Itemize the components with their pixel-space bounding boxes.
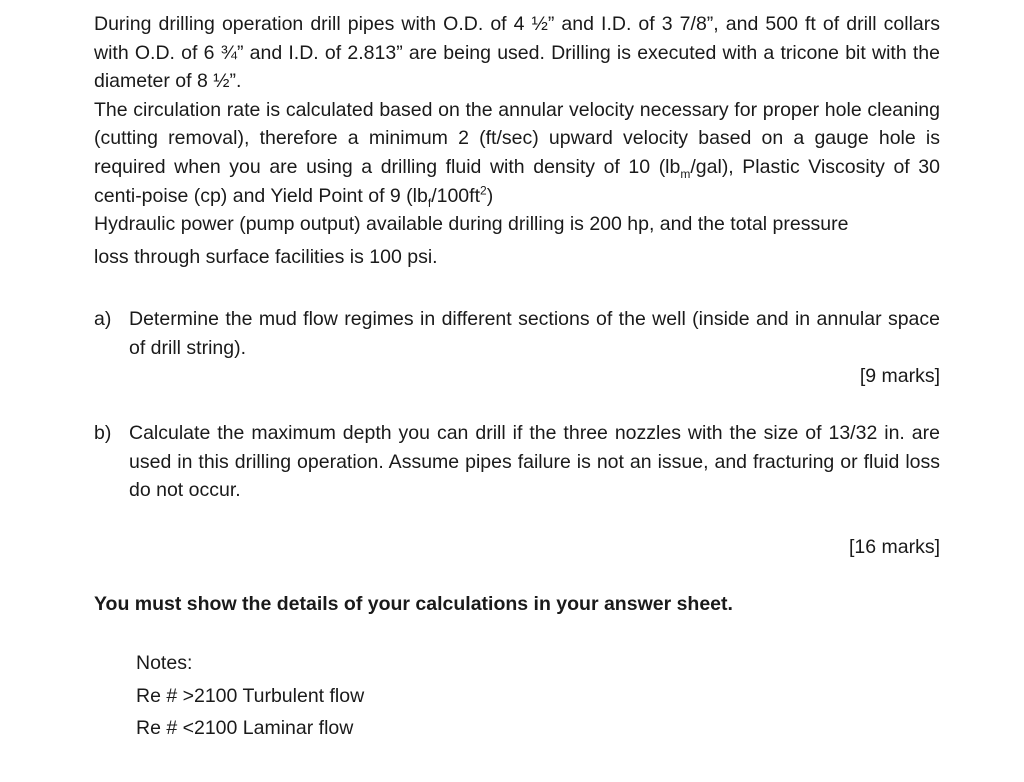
question-a: [94, 305, 940, 362]
p2-subscript-f: f: [427, 195, 432, 210]
problem-statement: [94, 10, 940, 271]
intro-paragraph-1: During drilling operation drill pipes with O.D. of 4 ½” and I.D. of 3 7/8”, and 500 ft of drill collars with O.D. of 6 ¾” and I.D. of 2.813” are being used. Drilling is executed with a tricone bit with the diameter of 8 ½”.: [94, 13, 940, 93]
question-b-text: Calculate the maximum depth you can drill if the three nozzles with the size of 13/32 in. are used in this drilling operation. Assume pipes failure is not an issue, and fracturing or fluid loss do not occur.: [129, 422, 940, 502]
notes-block: [136, 647, 364, 745]
question-b: [94, 419, 940, 505]
question-a-text: Determine the mud flow regimes in different sections of the well (inside and in annular space of drill string).: [129, 308, 940, 359]
p2-text-b: /gal), Plastic Viscosity of 30 centi-poise (cp) and Yield Point of 9 (lb: [94, 155, 940, 207]
p2-superscript-2: 2: [480, 183, 487, 198]
question-a-label: a): [94, 308, 112, 330]
notes-laminar: Re # <2100 Laminar flow: [136, 717, 354, 739]
notes-turbulent: Re # >2100 Turbulent flow: [136, 684, 365, 707]
p2-text-a: The circulation rate is calculated based on the annular velocity necessary for proper hole cleaning (cutting removal), therefore a minimum 2 (ft/sec) upward velocity based on a gauge hole is required when you are using a drilling fluid with density of 10 (lb: [94, 98, 940, 178]
p2-text-d: ): [486, 184, 494, 207]
question-a-marks: [9 marks]: [859, 365, 940, 387]
question-b-marks: [16 marks]: [848, 536, 940, 558]
intro-paragraph-3-line-1: Hydraulic power (pump output) available during drilling is 200 hp, and the total pressure: [94, 213, 849, 236]
intro-paragraph-3-line-2: loss through surface facilities is 100 psi.: [94, 245, 438, 268]
question-b-label: b): [94, 422, 112, 444]
p2-text-c: /100ft: [431, 184, 480, 207]
p2-subscript-m: m: [680, 166, 691, 181]
notes-title: Notes:: [136, 652, 193, 674]
instruction-text: You must show the details of your calculations in your answer sheet.: [94, 593, 733, 615]
intro-paragraph-2: [94, 96, 940, 210]
